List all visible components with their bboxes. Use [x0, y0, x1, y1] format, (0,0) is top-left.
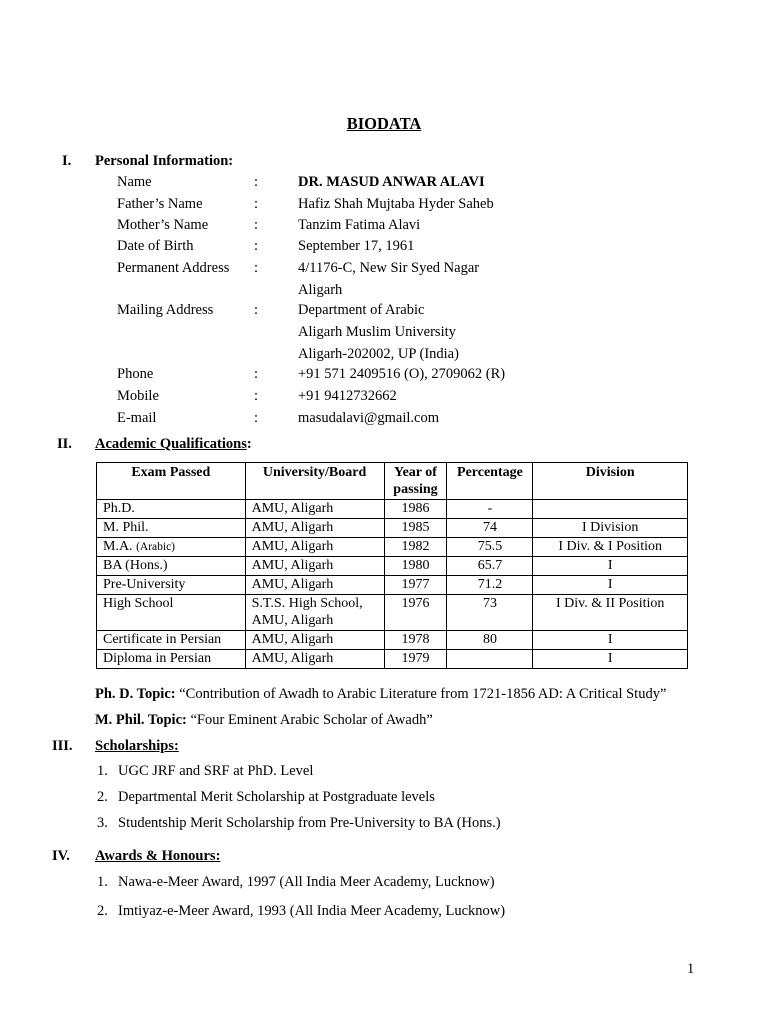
cell-division: I [533, 557, 688, 576]
table-row [97, 519, 688, 538]
table-row [97, 595, 688, 631]
header-year-of-passing: Year of passing [384, 463, 447, 500]
cell-exam: Ph.D. [97, 500, 246, 519]
email-colon: : [254, 410, 259, 426]
cell-board: AMU, Aligarh [245, 538, 384, 557]
award-2-num: 2. [97, 903, 108, 919]
table-row [97, 500, 688, 519]
table-row [97, 631, 688, 650]
cell-division [533, 500, 688, 519]
dob-value: September 17, 1961 [298, 238, 415, 254]
cell-division: I [533, 576, 688, 595]
scholarship-2-text: Departmental Merit Scholarship at Postgraduate levels [118, 789, 435, 805]
cell-exam: BA (Hons.) [97, 557, 246, 576]
cell-percentage: 74 [447, 519, 533, 538]
section-heading-scholarships: Scholarships: [95, 738, 179, 754]
mobile-colon: : [254, 388, 259, 404]
cell-board: AMU, Aligarh [245, 631, 384, 650]
mphil-topic [95, 712, 433, 729]
qualifications-table [96, 462, 688, 669]
phone-colon: : [254, 366, 259, 382]
permanent-address-colon: : [254, 260, 259, 276]
cell-board: AMU, Aligarh [245, 557, 384, 576]
award-1-num: 1. [97, 874, 108, 890]
email-label: E-mail [117, 410, 157, 426]
cell-board: AMU, Aligarh [245, 576, 384, 595]
section-number-academic: II. [57, 436, 72, 452]
award-2-text: Imtiyaz-e-Meer Award, 1993 (All India Meer Academy, Lucknow) [118, 903, 506, 919]
mailing-address-label: Mailing Address [117, 302, 214, 318]
mother-name-label: Mother’s Name [117, 217, 209, 233]
cell-exam: High School [97, 595, 246, 631]
section-number-scholarships: III. [52, 738, 73, 754]
cell-percentage: 73 [447, 595, 533, 631]
cell-division: I Division [533, 519, 688, 538]
cell-board [245, 595, 384, 631]
cell-division: I Div. & II Position [533, 595, 688, 631]
table-row [97, 538, 688, 557]
cell-year: 1982 [384, 538, 447, 557]
mother-name-value: Tanzim Fatima Alavi [298, 217, 421, 233]
header-university-board: University/Board [245, 463, 384, 500]
father-name-colon: : [254, 196, 259, 212]
mobile-label: Mobile [117, 388, 159, 404]
scholarship-1-num: 1. [97, 763, 108, 779]
permanent-address-label: Permanent Address [117, 260, 230, 276]
page-title: BIODATA [346, 114, 422, 133]
cell-percentage: 80 [447, 631, 533, 650]
name-colon: : [254, 174, 259, 190]
dob-label: Date of Birth [117, 238, 194, 254]
cell-exam: Diploma in Persian [97, 650, 246, 669]
name-value: DR. MASUD ANWAR ALAVI [298, 174, 485, 190]
scholarship-3-num: 3. [97, 815, 108, 831]
section-heading-personal: Personal Information: [95, 153, 234, 169]
cell-percentage: - [447, 500, 533, 519]
email-value: masudalavi@gmail.com [298, 410, 439, 426]
scholarship-2-num: 2. [97, 789, 108, 805]
header-exam-passed: Exam Passed [97, 463, 246, 500]
phone-label: Phone [117, 366, 154, 382]
cell-division: I [533, 631, 688, 650]
scholarship-3-text: Studentship Merit Scholarship from Pre-University to BA (Hons.) [118, 815, 501, 831]
header-division: Division [533, 463, 688, 500]
cell-division: I [533, 650, 688, 669]
cell-board-line2: AMU, Aligarh [251, 613, 334, 628]
page-number: 1 [687, 961, 695, 977]
cell-exam [97, 538, 246, 557]
phd-topic-text: “Contribution of Awadh to Arabic Literature from 1721-1856 AD: A Critical Study” [179, 686, 667, 702]
permanent-address-line2: Aligarh [298, 282, 343, 298]
cell-year: 1978 [384, 631, 447, 650]
section-number-awards: IV. [52, 848, 70, 864]
table-row [97, 576, 688, 595]
phd-topic [95, 686, 666, 703]
scholarship-1-text: UGC JRF and SRF at PhD. Level [118, 763, 314, 779]
section-number-personal: I. [62, 153, 72, 169]
mphil-topic-label: M. Phil. Topic: [95, 712, 187, 728]
cell-board: AMU, Aligarh [245, 519, 384, 538]
section-heading-academic-colon: : [246, 436, 252, 452]
name-label: Name [117, 174, 152, 190]
header-percentage: Percentage [447, 463, 533, 500]
father-name-value: Hafiz Shah Mujtaba Hyder Saheb [298, 196, 494, 212]
cell-year: 1977 [384, 576, 447, 595]
cell-percentage: 65.7 [447, 557, 533, 576]
section-heading-academic [95, 436, 252, 453]
cell-exam: Pre-University [97, 576, 246, 595]
cell-year: 1985 [384, 519, 447, 538]
cell-percentage: 71.2 [447, 576, 533, 595]
permanent-address-line1: 4/1176-C, New Sir Syed Nagar [298, 260, 480, 276]
cell-year: 1980 [384, 557, 447, 576]
cell-year: 1976 [384, 595, 447, 631]
phone-value: +91 571 2409516 (O), 2709062 (R) [298, 366, 506, 382]
cell-board: AMU, Aligarh [245, 500, 384, 519]
mailing-address-line1: Department of Arabic [298, 302, 425, 318]
cell-year: 1986 [384, 500, 447, 519]
cell-board: AMU, Aligarh [245, 650, 384, 669]
father-name-label: Father’s Name [117, 196, 203, 212]
mphil-topic-text: “Four Eminent Arabic Scholar of Awadh” [190, 712, 433, 728]
cell-exam-note: (Arabic) [136, 541, 176, 553]
mailing-address-line3: Aligarh-202002, UP (India) [298, 346, 459, 362]
mailing-address-colon: : [254, 302, 259, 318]
mobile-value: +91 9412732662 [298, 388, 397, 404]
cell-exam-text: M.A. [103, 539, 133, 554]
cell-exam: M. Phil. [97, 519, 246, 538]
cell-division: I Div. & I Position [533, 538, 688, 557]
cell-exam: Certificate in Persian [97, 631, 246, 650]
cell-board-line1: S.T.S. High School, [251, 596, 363, 611]
mother-name-colon: : [254, 217, 259, 233]
phd-topic-label: Ph. D. Topic: [95, 686, 176, 702]
section-heading-academic-text: Academic Qualifications [95, 436, 247, 452]
table-row [97, 650, 688, 669]
mailing-address-line2: Aligarh Muslim University [298, 324, 456, 340]
cell-percentage [447, 650, 533, 669]
dob-colon: : [254, 238, 259, 254]
award-1-text: Nawa-e-Meer Award, 1997 (All India Meer Academy, Lucknow) [118, 874, 495, 890]
table-row [97, 557, 688, 576]
cell-year: 1979 [384, 650, 447, 669]
section-heading-awards: Awards & Honours: [95, 848, 221, 864]
cell-percentage: 75.5 [447, 538, 533, 557]
